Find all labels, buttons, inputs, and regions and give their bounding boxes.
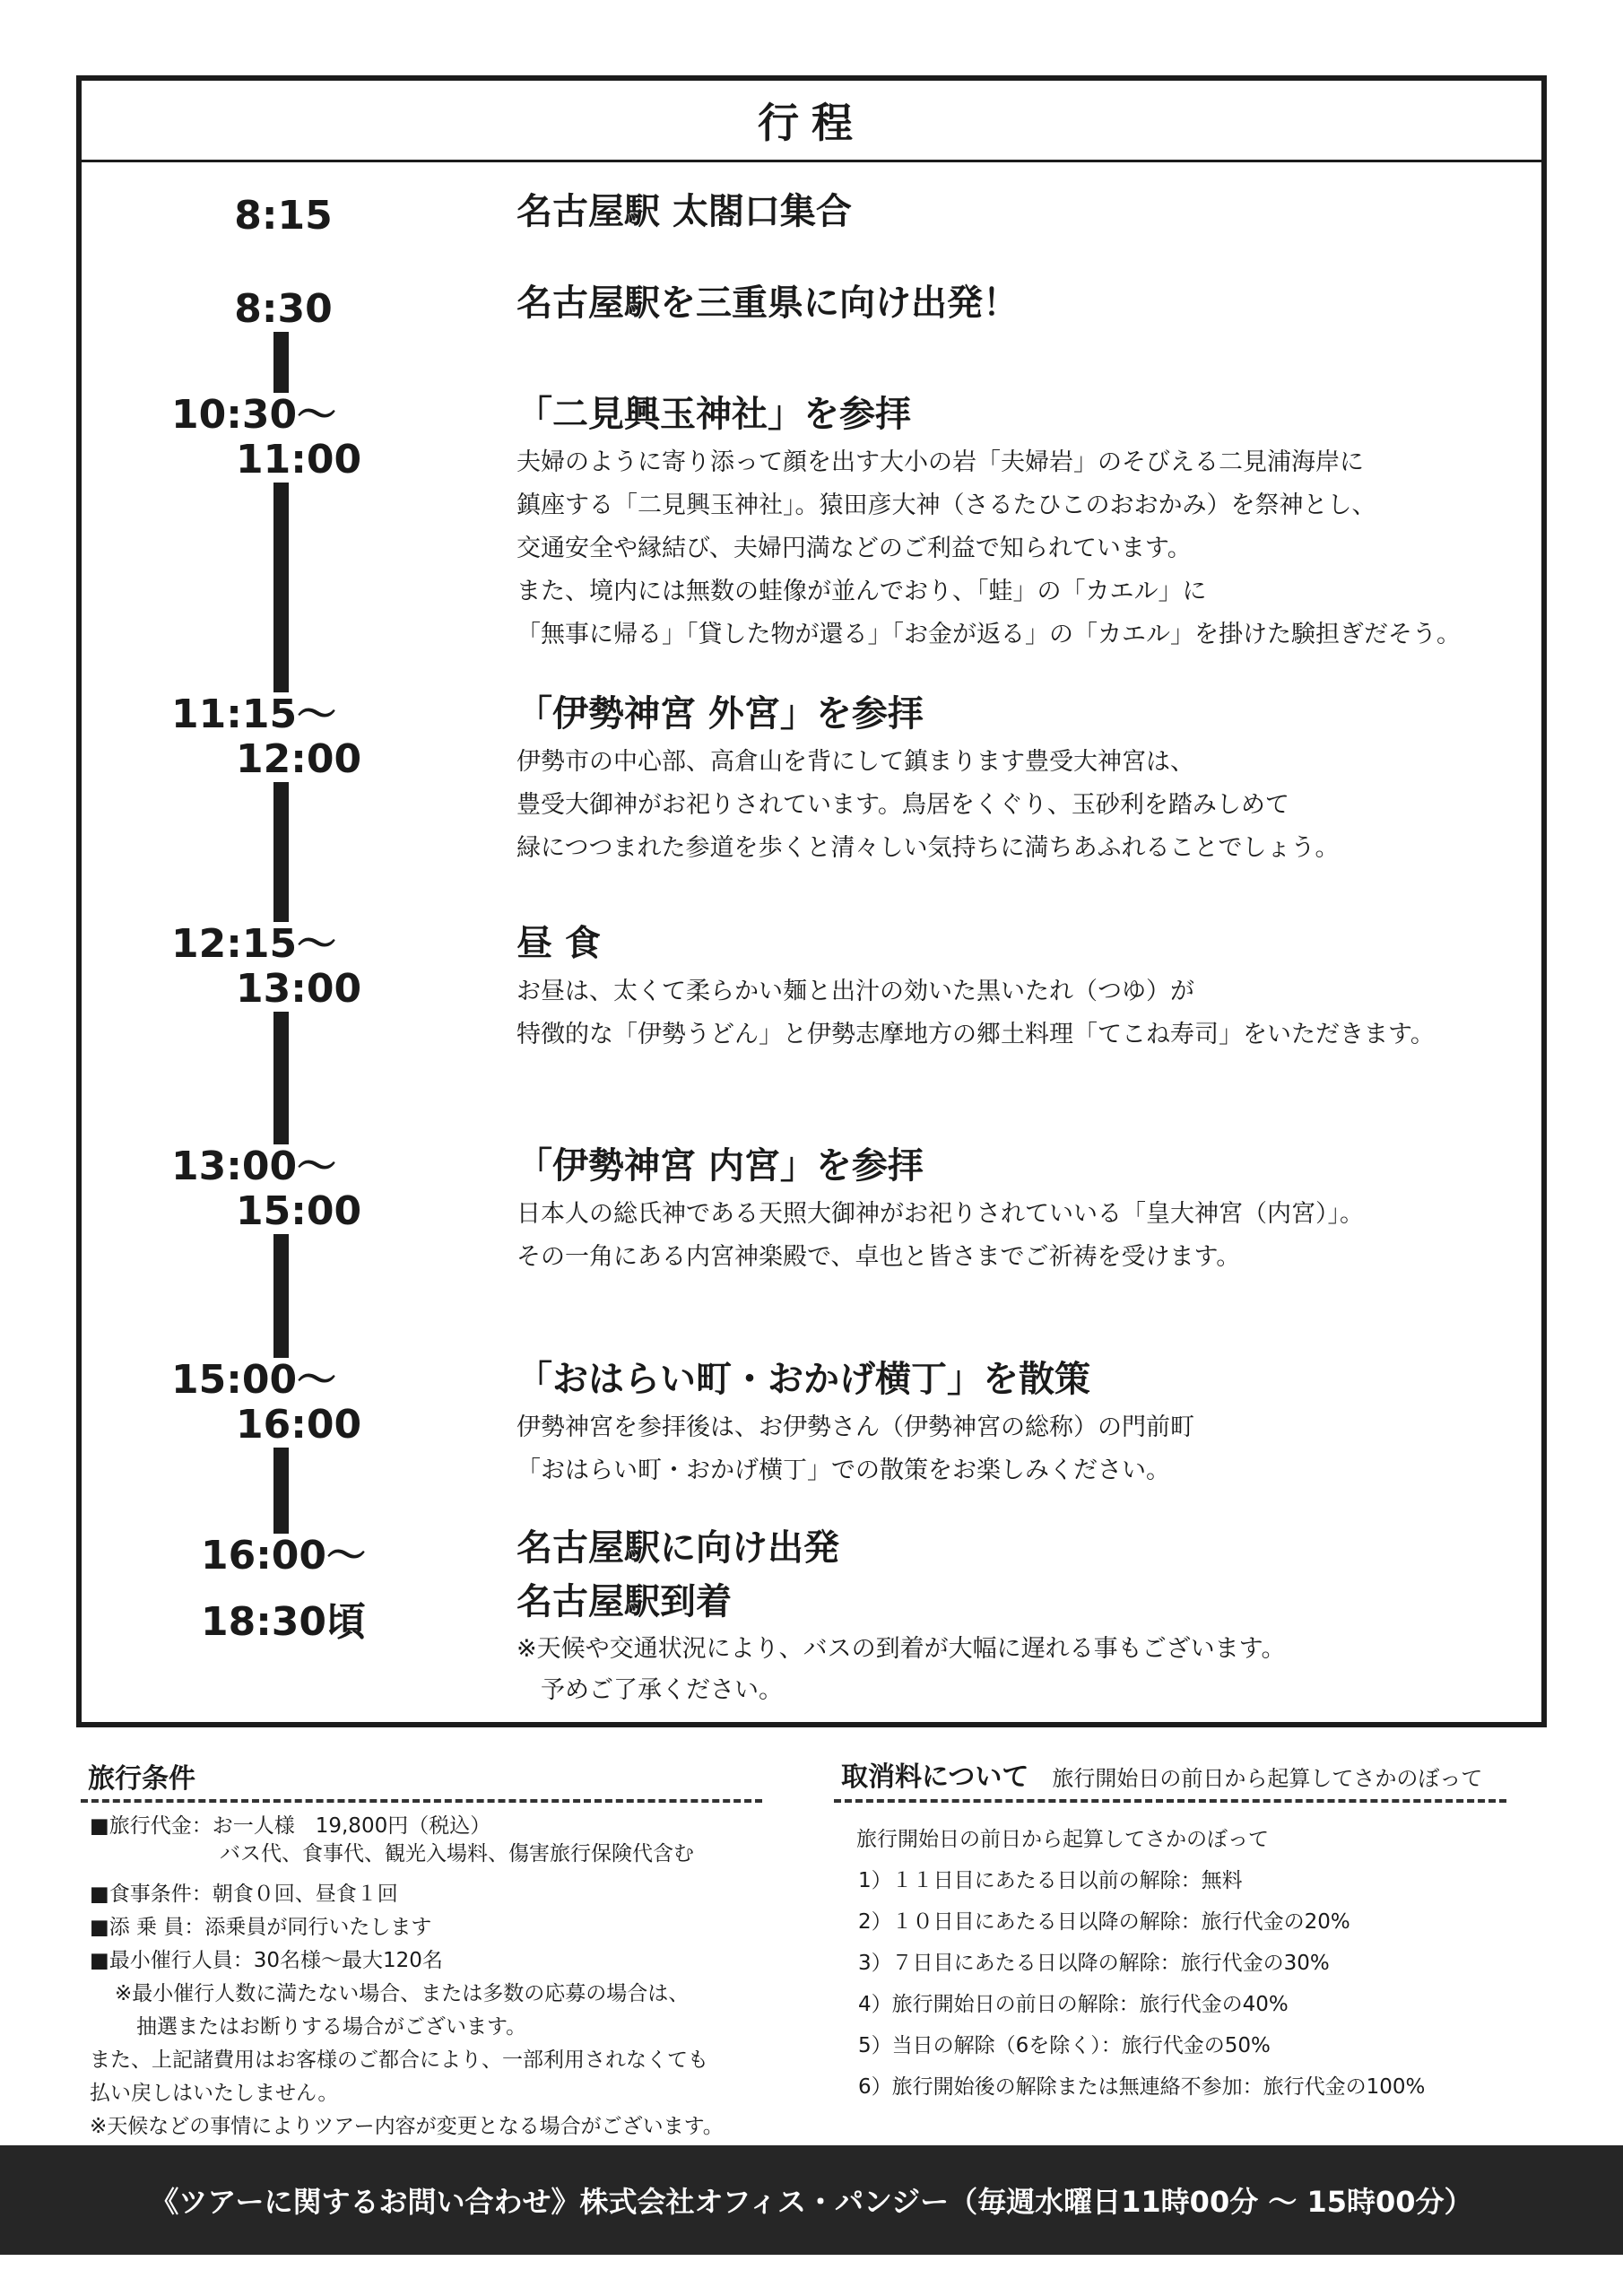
cancellation-list	[856, 1819, 1425, 2108]
contact-footer	[0, 2145, 1623, 2255]
conditions-divider	[81, 1799, 762, 1803]
cancellation-item: 3）７日目にあたる日以降の解除：旅行代金の30%	[858, 1952, 1330, 1975]
meal-condition: ■食事条件：朝食０回、昼食１回	[90, 1883, 398, 1906]
event-time: 8:15	[171, 194, 422, 239]
event-description: 日本人の総氏神である天照大御神がお祀りされていいる「皇大神宮（内宮）」。 その一角にある内宮神楽殿で、卓也と皆さまでご祈祷を受けます。	[516, 1200, 1364, 1271]
cancellation-intro: 旅行開始日の前日から起算してさかのぼって	[856, 1828, 1269, 1851]
conditions-list	[90, 1810, 724, 2144]
event-time: 8:30	[171, 287, 422, 332]
price-label: ■旅行代金：お一人様 19,800円（税込）	[90, 1814, 491, 1838]
event-time: 13:00～ 15:00	[171, 1144, 422, 1234]
event-title: 名古屋駅 太閤口集合	[516, 191, 852, 232]
event-time: 10:30～ 11:00	[171, 393, 422, 483]
event-description: 伊勢神宮を参拝後は、お伊勢さん（伊勢神宮の総称）の門前町 「おはらい町・おかげ横丁」での散策をお楽しみください。	[516, 1413, 1194, 1484]
itinerary-frame	[76, 75, 1547, 1727]
cancellation-item: 4）旅行開始日の前日の解除：旅行代金の40%	[858, 1993, 1289, 2016]
event-description: ※天候や交通状況により、バスの到着が大幅に遅れる事もございます。 予めご了承ください。	[516, 1635, 1286, 1704]
event-time: 18:30頃	[171, 1600, 422, 1645]
event-description: 夫婦のように寄り添って顔を出す大小の岩「夫婦岩」のそびえる二見浦海岸に 鎮座する「二見興玉神社」。猿田彦大神（さるたひこのおおかみ）を祭神とし、 交通安全や縁結び、夫婦円満などのご利益で知られています。 また、境内には無数の蛙像が並んでおり、「蛙」の「カエル」に 「無事に帰る」「貸した物が還る」「お金が返る」の「カエル」を掛けた験担ぎだそう。	[516, 448, 1461, 648]
event-time: 16:00～	[171, 1534, 422, 1578]
cancellation-heading-sub: 旅行開始日の前日から起算してさかのぼって	[1052, 1766, 1483, 1791]
min-people: ■最小催行人員：30名様～最大120名	[90, 1949, 443, 1972]
price-detail: バス代、食事代、観光入場料、傷害旅行保険代含む	[220, 1842, 694, 1866]
event-title: 「おはらい町・おかげ横丁」を散策	[516, 1359, 1090, 1400]
event-title: 名古屋駅到着	[516, 1581, 732, 1622]
cancellation-item: 6）旅行開始後の解除または無連絡不参加：旅行代金の100%	[858, 2075, 1426, 2099]
event-title: 名古屋駅に向け出発	[516, 1527, 839, 1569]
event-description: お昼は、太くて柔らかい麺と出汁の効いた黒いたれ（つゆ）が 特徴的な「伊勢うどん」と伊勢志摩地方の郷土料理「てこね寿司」をいただきます。	[516, 978, 1435, 1048]
event-title: 「二見興玉神社」を参拝	[516, 394, 911, 435]
cancellation-divider	[834, 1799, 1506, 1803]
event-time: 15:00～ 16:00	[171, 1358, 422, 1448]
cancellation-heading: 取消料について 旅行開始日の前日から起算してさかのぼって	[841, 1761, 1483, 1793]
contact-text: 《ツアーに関するお問い合わせ》株式会社オフィス・パンジー（毎週水曜日11時00分 ～ 15時00分）	[150, 2185, 1473, 2219]
event-title: 「伊勢神宮 外宮」を参拝	[516, 693, 924, 735]
condition-note: また、上記諸費用はお客様のご都合により、一部利用されなくても	[90, 2048, 708, 2072]
condition-note: 抽選またはお断りする場合がございます。	[136, 2015, 527, 2039]
condition-note: ※最小催行人数に満たない場合、または多数の応募の場合は、	[115, 1982, 690, 2005]
condition-note: ※天候などの事情によりツアー内容が変更となる場合がございます。	[90, 2115, 724, 2138]
cancellation-item: 5）当日の解除（6を除く）：旅行代金の50%	[858, 2034, 1271, 2057]
cancellation-item: 1）１１日目にあたる日以前の解除：無料	[858, 1869, 1243, 1892]
itinerary-title: 行程	[82, 81, 1541, 162]
cancellation-item: 2）１０日目にあたる日以降の解除：旅行代金の20%	[858, 1910, 1350, 1934]
event-title: 「伊勢神宮 内宮」を参拝	[516, 1145, 924, 1187]
conditions-heading: 旅行条件	[88, 1763, 195, 1795]
event-time: 12:15～ 13:00	[171, 922, 422, 1012]
event-title: 名古屋駅を三重県に向け出発！	[516, 283, 1019, 324]
escort-condition: ■添 乗 員：添乗員が同行いたします	[90, 1916, 432, 1939]
event-description: 伊勢市の中心部、高倉山を背にして鎮まります豊受大神宮は、 豊受大御神がお祀りされています。鳥居をくぐり、玉砂利を踏みしめて 緑につつまれた参道を歩くと清々しい気持ちに満ちあふれることでしょう。	[516, 748, 1340, 862]
event-title: 昼 食	[516, 923, 601, 964]
event-time: 11:15～ 12:00	[171, 692, 422, 782]
condition-note: 払い戻しはいたしません。	[90, 2082, 339, 2105]
